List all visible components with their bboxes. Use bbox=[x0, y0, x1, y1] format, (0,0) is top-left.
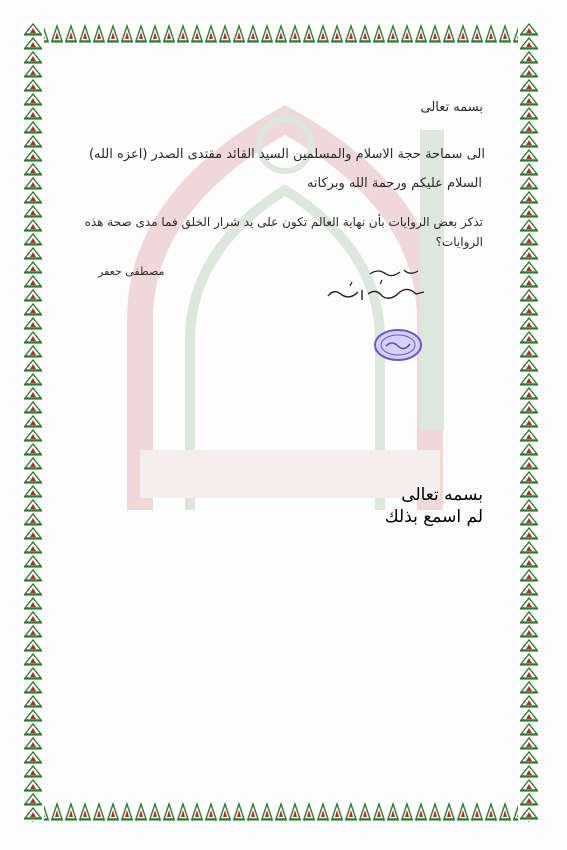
signer-name: مصطفى جعفر bbox=[98, 265, 165, 278]
letter-question: تذكر بعض الروايات بأن نهاية العالم تكون على يد شرار الخلق فما مدى صحة هذه الروايات؟ bbox=[84, 215, 483, 249]
letter-addressee: الى سماحة حجة الاسلام والمسلمين السيد القائد مقتدى الصدر (اعزه الله) bbox=[88, 147, 485, 162]
letter-basmala: بسمه تعالى bbox=[420, 100, 483, 115]
decorative-border-left bbox=[22, 22, 44, 822]
reply-answer: لم اسمع بذلك bbox=[384, 507, 483, 527]
reply-basmala: بسمه تعالى bbox=[401, 485, 483, 505]
letter-greeting: السلام عليكم ورحمة الله وبركاته bbox=[306, 176, 482, 191]
decorative-border-right bbox=[518, 22, 540, 822]
decorative-border-bottom bbox=[22, 800, 540, 822]
handwritten-response-signature bbox=[320, 262, 430, 312]
decorative-border-top bbox=[22, 22, 540, 44]
official-stamp bbox=[373, 328, 423, 362]
